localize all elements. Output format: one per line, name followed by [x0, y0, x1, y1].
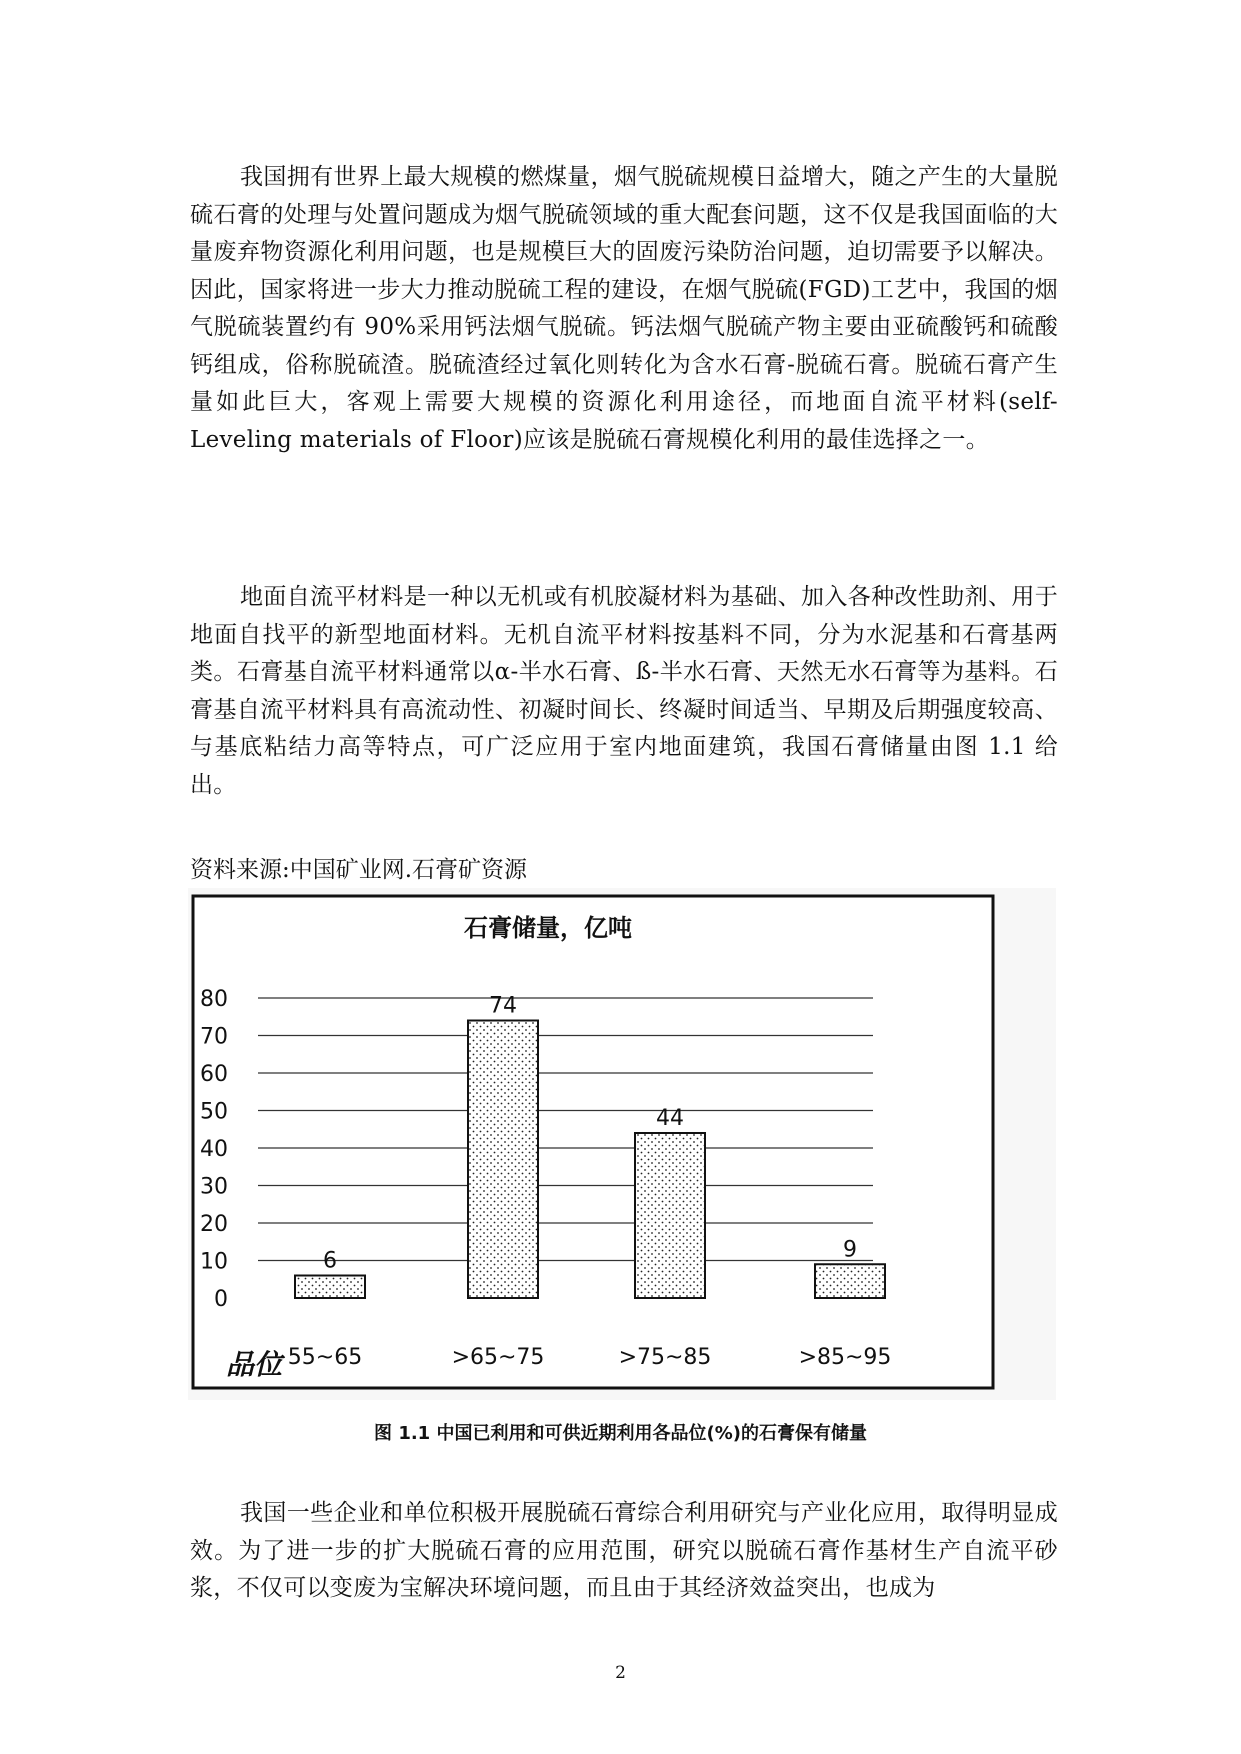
bar [295, 1276, 365, 1299]
y-tick-label: 30 [200, 1174, 228, 1200]
x-tick-label: 55~65 [287, 1345, 363, 1370]
gypsum-reserves-chart [188, 888, 1056, 1400]
source-note: 资料来源:中国矿业网.石膏矿资源 [190, 857, 528, 883]
bar [635, 1133, 705, 1298]
bar [815, 1264, 885, 1298]
y-tick-label: 60 [200, 1062, 228, 1087]
bar-value-label: 44 [656, 1106, 684, 1131]
page-number: 2 [615, 1663, 626, 1683]
y-tick-label: 40 [200, 1137, 228, 1162]
x-tick-label: >75~85 [618, 1345, 712, 1370]
y-tick-label: 10 [200, 1249, 228, 1275]
y-tick-label: 70 [200, 1024, 228, 1050]
paragraph-3: 我国一些企业和单位积极开展脱硫石膏综合利用研究与产业化应用，取得明显成效。为了进一步的扩大脱硫石膏的应用范围，研究以脱硫石膏作基材生产自流平砂浆，不仅可以变废为宝解决环境问题，而且由于其经济效益突出，也成为 [190, 1500, 1058, 1601]
chart-frame [193, 896, 993, 1388]
y-tick-label: 0 [214, 1287, 228, 1312]
figure-caption: 图 1.1 中国已利用和可供近期利用各品位(%)的石膏保有储量 [374, 1423, 867, 1444]
bar-value-label: 74 [489, 993, 517, 1019]
y-tick-label: 20 [200, 1212, 228, 1237]
chart-title: 石膏储量，亿吨 [464, 914, 632, 942]
paragraph-2: 地面自流平材料是一种以无机或有机胶凝材料为基础、加入各种改性助剂、用于地面自找平的新型地面材料。无机自流平材料按基料不同，分为水泥基和石膏基两类。石膏基自流平材料通常以α-半水石膏、ß-半水石膏、天然无水石膏等为基料。石膏基自流平材料具有高流动性、初凝时间长、终凝时间适当、早期及后期强度较高、与基底粘结力高等特点，可广泛应用于室内地面建筑，我国石膏储量由图 1.1 给出。 [190, 584, 1058, 798]
x-tick-label: >65~75 [451, 1345, 545, 1370]
bar-value-label: 9 [843, 1237, 857, 1263]
y-tick-label: 80 [200, 987, 228, 1012]
x-axis-label: 品位 [226, 1348, 283, 1381]
bar [468, 1021, 538, 1299]
bar-value-label: 6 [323, 1248, 337, 1274]
x-tick-label: >85~95 [798, 1345, 892, 1370]
paragraph-1: 我国拥有世界上最大规模的燃煤量，烟气脱硫规模日益增大，随之产生的大量脱硫石膏的处理与处置问题成为烟气脱硫领域的重大配套问题，这不仅是我国面临的大量废弃物资源化利用问题，也是规模巨大的固废污染防治问题，迫切需要予以解决。因此，国家将进一步大力推动脱硫工程的建设，在烟气脱硫(FGD)工艺中，我国的烟气脱硫装置约有 90%采用钙法烟气脱硫。钙法烟气脱硫产物主要由亚硫酸钙和硫酸钙组成，俗称脱硫渣。脱硫渣经过氧化则转化为含水石膏-脱硫石膏。脱硫石膏产生量如此巨大，客观上需要大规模的资源化利用途径，而地面自流平材料(self-Leveling materials of Floor)应该是脱硫石膏规模化利用的最佳选择之一。 [190, 164, 1058, 453]
y-tick-label: 50 [200, 1099, 228, 1125]
